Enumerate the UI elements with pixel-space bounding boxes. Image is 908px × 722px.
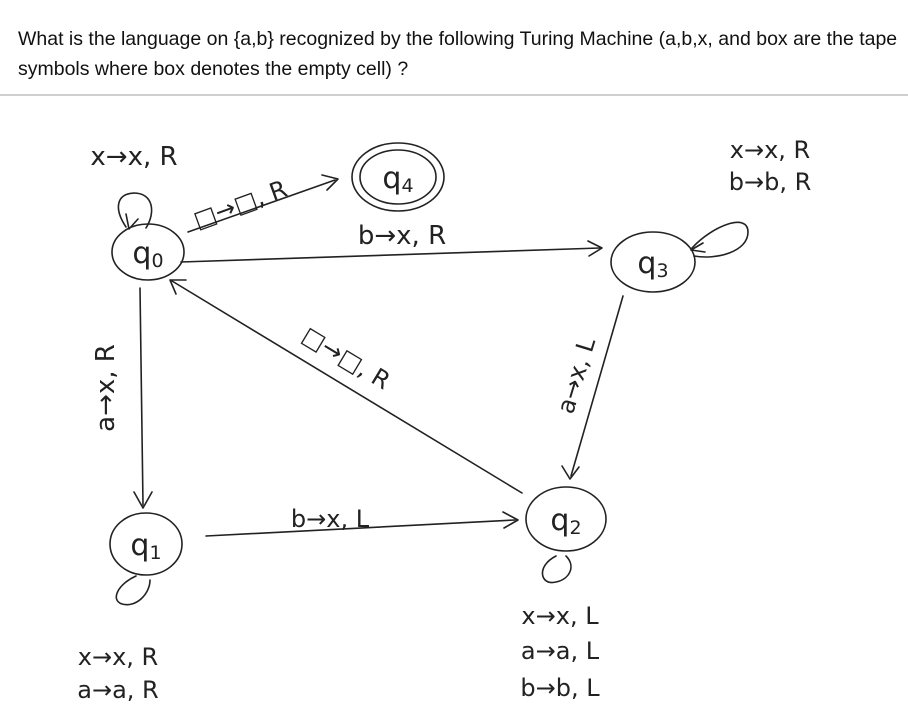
state-label-q2: q2 bbox=[550, 503, 582, 539]
state-q0 bbox=[112, 224, 184, 280]
loop-q1 bbox=[116, 576, 150, 605]
edge-q0-q1 bbox=[134, 288, 152, 508]
label-q2-q2-2: a→a, L bbox=[520, 637, 600, 665]
label-q1-q2: b→x, L bbox=[290, 505, 370, 533]
state-label-q4: q4 bbox=[382, 161, 414, 197]
label-q2-q2-3: b→b, L bbox=[520, 674, 600, 702]
label-q0-q3: b→x, R bbox=[357, 221, 447, 251]
label-q2-q2-1: x→x, L bbox=[521, 602, 599, 630]
label-q2-q0: □→□, R bbox=[297, 321, 396, 396]
loop-q2 bbox=[542, 556, 571, 583]
state-label-q3: q3 bbox=[637, 246, 669, 282]
edge-q2-q0 bbox=[170, 280, 522, 493]
state-q1 bbox=[110, 513, 182, 575]
label-q1-q1-1: x→x, R bbox=[77, 643, 159, 671]
label-q3-q3-2: b→b, R bbox=[728, 168, 812, 196]
state-label-q0: q0 bbox=[132, 236, 164, 272]
label-q3-q3-1: x→x, R bbox=[729, 136, 811, 164]
label-q3-q2: a→x, L bbox=[551, 334, 602, 417]
label-q0-q0: x→x, R bbox=[90, 142, 178, 172]
state-label-q1: q1 bbox=[130, 528, 162, 564]
label-q1-q1-2: a→a, R bbox=[77, 676, 159, 704]
loop-q3 bbox=[691, 222, 748, 257]
state-q2 bbox=[526, 487, 606, 551]
state-q3 bbox=[611, 232, 695, 292]
state-q4 bbox=[352, 143, 444, 211]
label-q0-q4: □→□, R bbox=[189, 174, 291, 235]
question-text: What is the language on {a,b} recognized by the following Turing Machine (a,b,x, and box are the tape symbols where box denotes the empty cell) ? bbox=[18, 28, 898, 80]
label-q0-q1: a→x, R bbox=[91, 344, 121, 432]
